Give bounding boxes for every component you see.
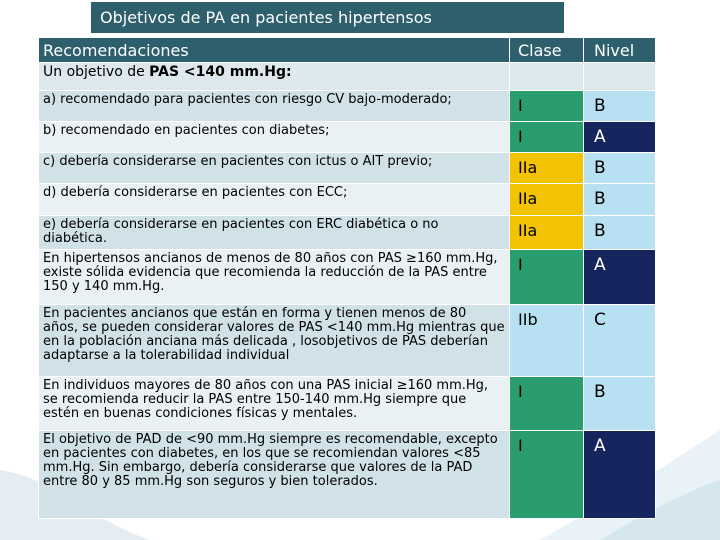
recommendation-text: e) debería considerarse en pacientes con ERC diabética o no diabética. [39, 216, 510, 250]
subheader-clase-empty [510, 63, 584, 91]
clase-cell: IIa [510, 184, 584, 216]
recommendation-text: En pacientes ancianos que están en forma y tienen menos de 80 años, se pueden considerar valores de PAS <140 mm.Hg mientras que en la población anciana más delicada , losobjetivos de PAS deberían adaptarse a la tolerabilidad individual [39, 305, 510, 377]
nivel-cell: B [584, 184, 656, 216]
subheader-prefix: Un objetivo de [43, 64, 150, 80]
clase-cell: IIa [510, 216, 584, 250]
recommendations-table [38, 37, 656, 519]
nivel-cell: B [584, 91, 656, 122]
recommendation-text: En hipertensos ancianos de menos de 80 años con PAS ≥160 mm.Hg, existe sólida evidencia que recomienda la reducción de la PAS entre 150 y 140 mm.Hg. [39, 250, 510, 305]
table-row [39, 250, 656, 305]
table-row [39, 431, 656, 519]
table-row [39, 184, 656, 216]
table-row [39, 305, 656, 377]
clase-cell: IIa [510, 153, 584, 184]
subheader-text [39, 63, 510, 91]
header-clase: Clase [510, 38, 584, 63]
table-row [39, 91, 656, 122]
nivel-cell: A [584, 250, 656, 305]
clase-cell: I [510, 250, 584, 305]
subheader-nivel-empty [584, 63, 656, 91]
recommendation-text: En individuos mayores de 80 años con una PAS inicial ≥160 mm.Hg, se recomienda reducir la PAS entre 150-140 mm.Hg siempre que estén en buenas condiciones físicas y mentales. [39, 377, 510, 431]
table-row [39, 377, 656, 431]
clase-cell: I [510, 122, 584, 153]
nivel-cell: B [584, 216, 656, 250]
nivel-cell: A [584, 122, 656, 153]
clase-cell: I [510, 431, 584, 519]
table-row [39, 216, 656, 250]
table-row [39, 122, 656, 153]
clase-cell: I [510, 377, 584, 431]
clase-cell: I [510, 91, 584, 122]
nivel-cell: B [584, 153, 656, 184]
recommendation-text: c) debería considerarse en pacientes con ictus o AIT previo; [39, 153, 510, 184]
recommendation-text: d) debería considerarse en pacientes con ECC; [39, 184, 510, 216]
slide-title: Objetivos de PA en pacientes hipertensos [91, 2, 564, 33]
recommendation-text: a) recomendado para pacientes con riesgo CV bajo-moderado; [39, 91, 510, 122]
nivel-cell: B [584, 377, 656, 431]
nivel-cell: A [584, 431, 656, 519]
recommendation-text: b) recomendado en pacientes con diabetes; [39, 122, 510, 153]
nivel-cell: C [584, 305, 656, 377]
table-header-row [39, 38, 656, 63]
table-subheader-row [39, 63, 656, 91]
subheader-emphasis: PAS <140 mm.Hg: [149, 64, 292, 80]
header-recomendaciones: Recomendaciones [39, 38, 510, 63]
table-row [39, 153, 656, 184]
recommendation-text: El objetivo de PAD de <90 mm.Hg siempre es recomendable, excepto en pacientes con diabetes, en los que se recomiendan valores <85 mm.Hg. Sin embargo, debería considerarse que valores de la PAD entre 80 y 85 mm.Hg son seguros y bien tolerados. [39, 431, 510, 519]
clase-cell: IIb [510, 305, 584, 377]
header-nivel: Nivel [584, 38, 656, 63]
